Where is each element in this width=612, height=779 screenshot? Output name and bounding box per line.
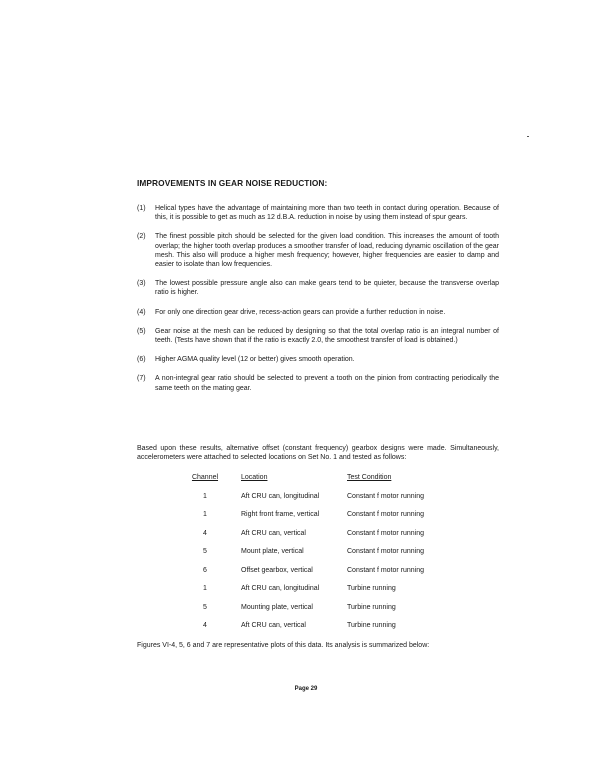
summary-sentence: Figures VI-4, 5, 6 and 7 are representative plots of this data. Its analysis is summarized below:	[137, 642, 430, 649]
item-text: Gear noise at the mesh can be reduced by designing so that the total overlap ratio is an integral number of teeth. (Tests have shown that if the ratio is exactly 2.0, the smoothest transfer of load is obtained.)	[155, 327, 499, 345]
page-number: Page 29	[294, 686, 318, 692]
item-text: For only one direction gear drive, recess-action gears can provide a further reduction in noise.	[155, 308, 446, 316]
list-item	[137, 232, 499, 269]
cell-location: Aft CRU can, vertical	[241, 529, 306, 537]
item-text: Helical types have the advantage of maintaining more than two teeth in contact during operation. Because of this, it is possible to get as much as 12 d.B.A. reduction in noise by using them instead of spur gears.	[155, 205, 499, 222]
item-number: (2)	[137, 233, 146, 241]
cell-condition: Constant f motor running	[347, 511, 425, 518]
cell-location: Aft CRU can, longitudinal	[241, 492, 320, 500]
cell-channel: 5	[203, 603, 207, 611]
cell-location: Offset gearbox, vertical	[241, 566, 313, 574]
item-text: A non-integral gear ratio should be selected to prevent a tooth on the pinion from contracting periodically the same teeth on the mating gear.	[155, 375, 499, 392]
cell-condition: Constant f motor running	[347, 492, 425, 500]
item-number: (6)	[137, 356, 146, 364]
list-item	[137, 279, 499, 297]
list-item	[137, 374, 499, 392]
item-number: (3)	[137, 280, 146, 288]
item-text: The lowest possible pressure angle also can make gears tend to be quieter, because the transverse overlap ratio is higher.	[155, 280, 499, 297]
improvement-list	[137, 204, 499, 403]
cell-location: Right front frame, vertical	[241, 511, 320, 518]
cell-location: Aft CRU can, longitudinal	[241, 585, 320, 592]
cell-channel: 1	[203, 585, 207, 592]
list-item	[137, 308, 499, 317]
scan-speck	[527, 136, 529, 137]
cell-channel: 4	[203, 622, 207, 629]
item-number: (5)	[137, 327, 146, 335]
cell-channel: 4	[203, 529, 207, 537]
cell-location: Mount plate, vertical	[241, 548, 304, 555]
intro-paragraph: Based upon these results, alternative offset (constant frequency) gearbox designs were made. Simultaneously, accelerometers were attached to selected locations on Set No. 1 and tested as follows:	[137, 445, 499, 462]
list-item	[137, 355, 499, 364]
item-number: (4)	[137, 308, 146, 316]
cell-channel: 1	[203, 511, 207, 518]
cell-location: Mounting plate, vertical	[241, 603, 313, 611]
cell-condition: Constant f motor running	[347, 548, 425, 555]
item-text: Higher AGMA quality level (12 or better) gives smooth operation.	[155, 356, 355, 364]
section-heading: IMPROVEMENTS IN GEAR NOISE REDUCTION:	[137, 178, 328, 188]
cell-condition: Turbine running	[347, 603, 396, 611]
cell-channel: 6	[203, 566, 207, 574]
list-item	[137, 327, 499, 345]
item-number: (7)	[137, 375, 146, 383]
cell-condition: Constant f motor running	[347, 566, 425, 574]
cell-channel: 1	[203, 492, 207, 500]
cell-condition: Turbine running	[347, 585, 396, 592]
cell-condition: Turbine running	[347, 622, 396, 629]
item-text: The finest possible pitch should be selected for the given load condition. This increases the amount of tooth overlap; the higher tooth overlap produces a smoother transfer of load, reducing dynamic oscillation of the gear mesh. This also will produce a higher mesh frequency; however, higher frequencies are easier to damp and easier to isolate than low frequencies.	[155, 233, 499, 269]
header-location: Location	[241, 474, 268, 481]
header-condition: Test Condition	[347, 474, 392, 481]
item-number: (1)	[137, 205, 146, 212]
list-item	[137, 204, 499, 222]
cell-condition: Constant f motor running	[347, 529, 425, 537]
cell-channel: 5	[203, 548, 207, 555]
cell-location: Aft CRU can, vertical	[241, 622, 306, 629]
header-channel: Channel	[191, 474, 219, 481]
